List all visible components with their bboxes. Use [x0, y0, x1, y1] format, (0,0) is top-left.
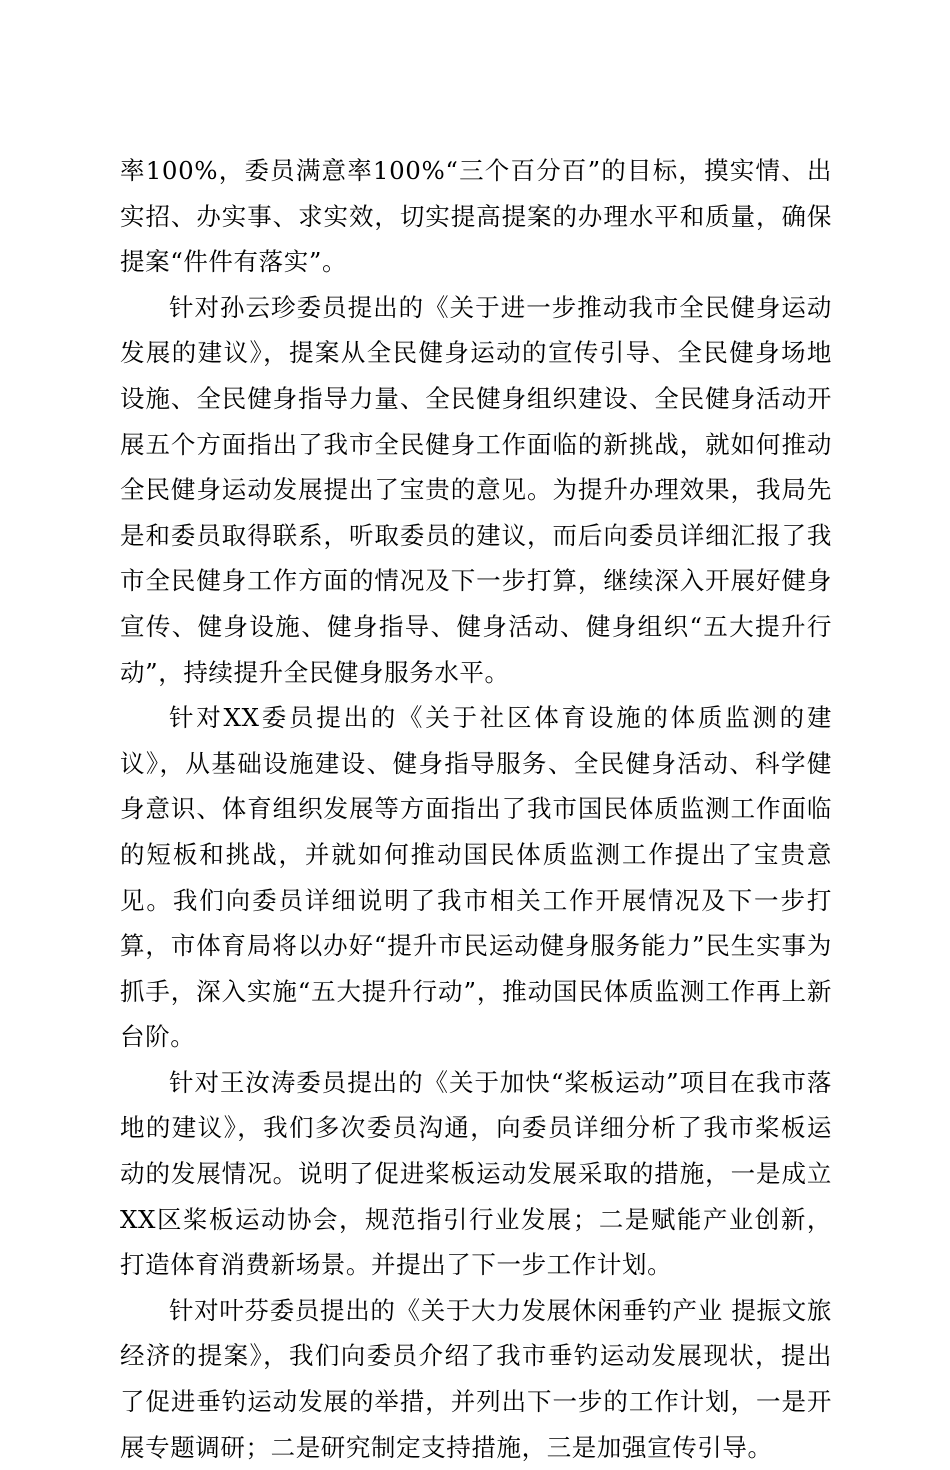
paragraph-continuation: 率100%，委员满意率100%“三个百分百”的目标，摸实情、出实招、办实事、求实效，切实提高提案的办理水平和质量，确保提案“件件有落实”。	[120, 156, 832, 277]
document-body	[120, 148, 832, 1470]
paragraph-ye-fen-proposal: 针对叶芬委员提出的《关于大力发展休闲垂钓产业 提振文旅经济的提案》，我们向委员介绍了我市垂钓运动发展现状，提出了促进垂钓运动发展的举措，并列出下一步的工作计划，一是开展专题调研；二是研究制定支持措施，三是加强宣传引导。	[120, 1295, 832, 1462]
paragraph-sun-yunzhen-proposal: 针对孙云珍委员提出的《关于进一步推动我市全民健身运动发展的建议》，提案从全民健身运动的宣传引导、全民健身场地设施、全民健身指导力量、全民健身组织建设、全民健身活动开展五个方面指出了我市全民健身工作面临的新挑战，就如何推动全民健身运动发展提出了宝贵的意见。为提升办理效果，我局先是和委员取得联系，听取委员的建议，而后向委员详细汇报了我市全民健身工作方面的情况及下一步打算，继续深入开展好健身宣传、健身设施、健身指导、健身活动、健身组织“五大提升行动”，持续提升全民健身服务水平。	[120, 292, 832, 687]
paragraph-xx-proposal: 针对XX委员提出的《关于社区体育设施的体质监测的建议》，从基础设施建设、健身指导服务、全民健身活动、科学健身意识、体育组织发展等方面指出了我市国民体质监测工作面临的短板和挑战，并就如何推动国民体质监测工作提出了宝贵意见。我们向委员详细说明了我市相关工作开展情况及下一步打算，市体育局将以办好“提升市民运动健身服务能力”民生实事为抓手，深入实施“五大提升行动”，推动国民体质监测工作再上新台阶。	[120, 703, 832, 1052]
paragraph-wang-rutao-proposal: 针对王汝涛委员提出的《关于加快“桨板运动”项目在我市落地的建议》，我们多次委员沟通，向委员详细分析了我市桨板运动的发展情况。说明了促进桨板运动发展采取的措施，一是成立XX区桨板运动协会，规范指引行业发展；二是赋能产业创新，打造体育消费新场景。并提出了下一步工作计划。	[120, 1067, 832, 1280]
